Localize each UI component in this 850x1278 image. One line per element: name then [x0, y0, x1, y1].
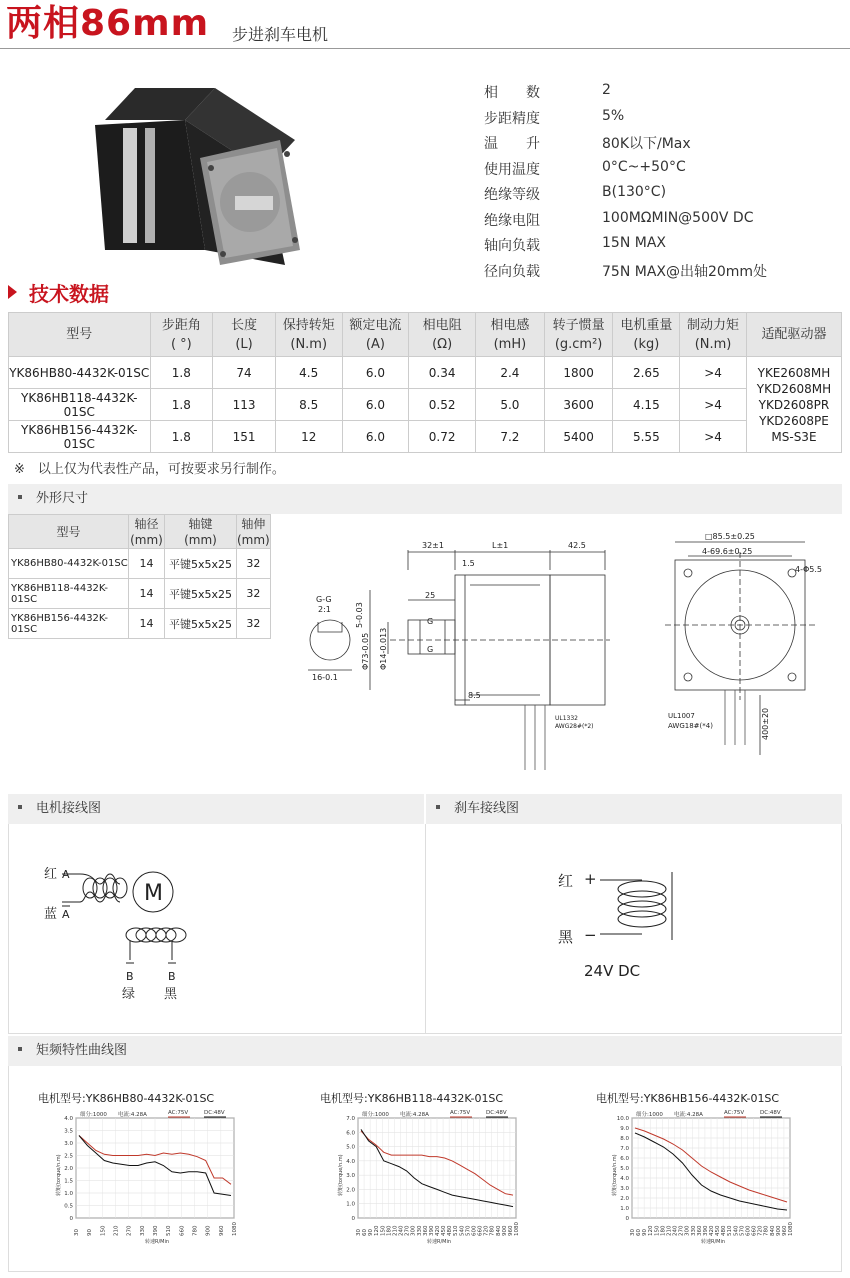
y-tick-label: 5.0	[620, 1166, 629, 1172]
label-d85: 8.5	[468, 691, 481, 700]
x-tick-label: 360	[696, 1225, 703, 1236]
label-top1: 32±1	[422, 541, 444, 550]
y-tick-label: 1.0	[620, 1206, 629, 1212]
header-divider	[0, 48, 850, 49]
x-tick-label: 1080	[514, 1222, 520, 1236]
x-axis-label: 转速R/Min	[701, 1239, 726, 1245]
table-cell: YK86HB156-4432K-01SC	[9, 421, 151, 453]
table-row	[9, 357, 842, 389]
dims-cell: 14	[129, 609, 165, 639]
curve-title-1: 电机型号:YK86HB80-4432K-01SC	[38, 1092, 215, 1105]
table-cell: >4	[680, 421, 747, 453]
spec-value: 75N MAX@出轴20mm处	[602, 263, 768, 280]
table-row	[9, 421, 842, 453]
x-tick-label: 660	[477, 1225, 484, 1236]
label-phi73: Φ73-0.05	[361, 632, 370, 670]
dims-cell: YK86HB118-4432K-01SC	[9, 579, 129, 609]
torque-chart-1	[52, 1108, 242, 1248]
label-cable2: AWG28#(*2)	[555, 723, 594, 730]
table-cell: >4	[680, 389, 747, 421]
table-header	[544, 313, 613, 357]
bullet-icon	[18, 1047, 22, 1051]
table-cell: 113	[213, 389, 276, 421]
x-tick-label: 150	[100, 1225, 107, 1236]
label-g1: G	[427, 617, 434, 626]
y-tick-label: 3.5	[64, 1128, 73, 1135]
label-minus: −	[584, 926, 597, 944]
dims-cell: 平键5x5x25	[165, 549, 237, 579]
x-tick-label: 570	[465, 1225, 472, 1236]
x-tick-label: 540	[459, 1225, 466, 1236]
table-cell: 5400	[544, 421, 613, 453]
x-tick-label: 840	[769, 1225, 776, 1236]
legend-label: DC:48V	[760, 1110, 781, 1116]
table-cell: YK86HB80-4432K-01SC	[9, 357, 151, 389]
legend-label: DC:48V	[486, 1110, 507, 1116]
table-cell: 0.34	[409, 357, 476, 389]
y-tick-label: 1.5	[64, 1178, 73, 1185]
note-text: ※ 以上仅为代表性产品，可按要求另行制作。	[14, 462, 285, 477]
section-brake-wiring-bar: 刹车接线图	[426, 794, 842, 824]
spec-row	[484, 210, 767, 236]
spec-row	[484, 159, 767, 185]
legend-label: 细分:1000	[636, 1112, 663, 1118]
x-tick-label: 960	[507, 1225, 514, 1236]
x-tick-label: 210	[666, 1225, 673, 1236]
table-cell: 3600	[544, 389, 613, 421]
table-header	[342, 313, 409, 357]
x-tick-label: 900	[205, 1225, 212, 1236]
y-tick-label: 4.0	[346, 1158, 355, 1165]
legend-label: 电流:4.28A	[674, 1112, 703, 1118]
legend-label: DC:48V	[204, 1110, 225, 1116]
table-header	[275, 313, 342, 357]
y-tick-label: 4.0	[64, 1116, 73, 1122]
label-lead2: AWG18#(*4)	[668, 722, 713, 730]
header-label: 型号	[56, 524, 81, 539]
x-tick-label: 780	[763, 1225, 770, 1236]
table-cell: 6.0	[342, 389, 409, 421]
header-unit: (g.cm²)	[554, 336, 603, 352]
spec-row	[484, 133, 767, 159]
table-cell: 8.5	[275, 389, 342, 421]
header-unit: (N.m)	[694, 336, 732, 352]
header-label: 相电感	[490, 317, 530, 333]
x-tick-label: 30	[630, 1229, 636, 1236]
x-tick-label: 570	[739, 1225, 746, 1236]
section-motor-wiring-bar: 电机接线图	[8, 794, 424, 824]
x-tick-label: 120	[648, 1225, 655, 1236]
label-lead3: 400±20	[761, 707, 770, 740]
x-axis-label: 转速R/Min	[427, 1239, 452, 1245]
x-tick-label: 780	[489, 1225, 496, 1236]
x-tick-label: 210	[113, 1225, 120, 1236]
header-label: 电机重量	[620, 317, 673, 333]
x-tick-label: 150	[654, 1225, 661, 1236]
table-cell: 1800	[544, 357, 613, 389]
table-cell: 6.0	[342, 421, 409, 453]
table-header	[680, 313, 747, 357]
x-tick-label: 390	[153, 1225, 159, 1236]
dims-cell: 平键5x5x25	[165, 579, 237, 609]
x-tick-label: 390	[702, 1225, 709, 1236]
x-tick-label: 360	[422, 1225, 429, 1236]
torque-chart-2	[334, 1108, 524, 1248]
x-tick-label: 330	[139, 1225, 146, 1236]
y-tick-label: 10.0	[616, 1116, 629, 1122]
label-abar: A	[62, 908, 70, 921]
table-header	[613, 313, 680, 357]
x-tick-label: 450	[715, 1225, 722, 1236]
table-row	[9, 389, 842, 421]
y-tick-label: 3.0	[64, 1141, 73, 1147]
spec-row	[484, 184, 767, 210]
label-gg: G-G	[316, 595, 332, 604]
header-label: 轴键	[188, 516, 213, 531]
driver-name: YKD2608PE	[759, 413, 829, 428]
header-label: 额定电流	[349, 317, 402, 333]
x-tick-label: 660	[751, 1225, 758, 1236]
bullet-icon	[436, 805, 440, 809]
table-cell: 2.4	[476, 357, 545, 389]
label-bbar: B	[168, 970, 176, 983]
label-d1: 5-0.03	[355, 602, 364, 628]
spec-value: 2	[602, 82, 611, 98]
table-cell: 5.55	[613, 421, 680, 453]
x-tick-label: 900	[501, 1225, 508, 1236]
x-tick-label: 330	[416, 1225, 423, 1236]
x-tick-label: 600	[471, 1225, 478, 1236]
spec-key: 使用温度	[484, 161, 540, 178]
y-tick-label: 0.5	[64, 1203, 73, 1210]
table-header	[476, 313, 545, 357]
label-black: 黑	[164, 987, 178, 1002]
y-tick-label: 1.0	[64, 1191, 73, 1197]
table-cell: 1.8	[150, 389, 213, 421]
dims-cell: 14	[129, 579, 165, 609]
y-tick-label: 1.0	[346, 1201, 355, 1208]
y-axis-label: 转矩(torque/n.m)	[56, 1154, 62, 1196]
y-tick-label: 3.0	[346, 1173, 355, 1180]
motor-product-image	[95, 80, 310, 270]
header-label: 相电阻	[422, 317, 462, 333]
table-header	[9, 313, 151, 357]
brake-wiring-diagram	[550, 862, 700, 982]
spec-key: 绝缘等级	[484, 187, 540, 203]
y-tick-label: 5.0	[346, 1144, 355, 1151]
legend-label: 电流:4.28A	[400, 1112, 429, 1118]
dims-cell: 平键5x5x25	[165, 609, 237, 639]
y-tick-label: 6.0	[620, 1156, 629, 1162]
x-tick-label: 60	[636, 1229, 643, 1236]
label-brake-black: 黑	[558, 928, 574, 946]
x-tick-label: 240	[398, 1225, 405, 1236]
x-tick-label: 120	[374, 1225, 381, 1236]
motor-symbol-m: M	[144, 881, 163, 906]
driver-name: YKD2608PR	[758, 397, 830, 412]
tech-data-table	[8, 312, 842, 453]
x-tick-label: 300	[684, 1225, 691, 1236]
spec-value: 0°C~+50°C	[602, 158, 686, 175]
label-cable1: UL1332	[555, 715, 579, 722]
bullet-icon	[18, 495, 22, 499]
x-tick-label: 180	[386, 1225, 393, 1236]
y-tick-label: 3.0	[620, 1186, 629, 1192]
label-scale: 2:1	[318, 605, 331, 614]
header-label: 适配驱动器	[761, 327, 827, 342]
driver-name: YKE2608MH	[757, 365, 831, 380]
y-tick-label: 0	[625, 1216, 629, 1222]
x-tick-label: 450	[441, 1225, 448, 1236]
x-tick-label: 1080	[232, 1222, 238, 1236]
header-unit: (mH)	[493, 336, 527, 352]
dims-header	[165, 515, 237, 549]
torque-chart-3	[608, 1108, 798, 1248]
legend-label: AC:75V	[724, 1110, 745, 1116]
table-cell: 4.5	[275, 357, 342, 389]
page-header	[0, 0, 850, 60]
spec-list	[484, 82, 767, 286]
table-cell: 2.65	[613, 357, 680, 389]
bullet-icon	[18, 805, 22, 809]
header-label: 型号	[66, 327, 93, 342]
table-header	[150, 313, 213, 357]
y-tick-label: 6.0	[346, 1130, 355, 1137]
table-cell: 74	[213, 357, 276, 389]
header-label: 步距角	[161, 317, 201, 333]
label-top3: 42.5	[568, 541, 586, 550]
spec-key: 步距精度	[484, 110, 540, 127]
y-tick-label: 2.5	[64, 1153, 73, 1160]
triangle-icon	[8, 285, 17, 299]
page-title: 两相86mm	[6, 3, 210, 44]
header-unit: (L)	[235, 336, 253, 352]
dims-cell: 32	[237, 549, 271, 579]
x-tick-label: 780	[192, 1225, 199, 1236]
x-tick-label: 30	[356, 1229, 362, 1236]
table-header	[213, 313, 276, 357]
legend-label: 细分:1000	[80, 1112, 107, 1118]
table-header	[746, 313, 841, 357]
header-unit: (A)	[365, 336, 385, 352]
spec-row	[484, 82, 767, 108]
table-cell: 7.2	[476, 421, 545, 453]
dims-row	[9, 579, 271, 609]
table-cell: 4.15	[613, 389, 680, 421]
label-brake-red: 红	[558, 872, 574, 890]
table-cell: 0.72	[409, 421, 476, 453]
y-tick-label: 2.0	[620, 1196, 629, 1202]
x-tick-label: 510	[166, 1225, 173, 1236]
label-red: 红	[44, 867, 58, 882]
x-tick-label: 210	[392, 1225, 399, 1236]
x-tick-label: 270	[126, 1225, 133, 1236]
x-tick-label: 270	[404, 1225, 411, 1236]
label-blue: 蓝	[44, 907, 58, 922]
label-fr1: □85.5±0.25	[705, 532, 755, 541]
legend-label: AC:75V	[450, 1110, 471, 1116]
y-tick-label: 0	[351, 1216, 355, 1222]
curve-title-2: 电机型号:YK86HB118-4432K-01SC	[320, 1092, 504, 1105]
x-tick-label: 60	[362, 1229, 369, 1236]
x-tick-label: 180	[660, 1225, 667, 1236]
label-fr3: 4-Φ5.5	[795, 565, 822, 574]
header-unit: (mm)	[237, 532, 270, 547]
label-d25: 25	[425, 591, 436, 600]
y-tick-label: 9.0	[620, 1126, 629, 1132]
x-tick-label: 390	[428, 1225, 435, 1236]
label-b: B	[126, 970, 134, 983]
x-tick-label: 510	[727, 1225, 734, 1236]
x-tick-label: 840	[495, 1225, 502, 1236]
table-cell: 1.8	[150, 421, 213, 453]
label-a: A	[62, 868, 70, 881]
x-tick-label: 720	[483, 1225, 490, 1236]
spec-key: 相 数	[484, 85, 540, 101]
spec-key: 绝缘电阻	[484, 212, 540, 229]
spec-key: 径向负载	[484, 263, 540, 280]
spec-key: 温 升	[484, 136, 540, 152]
section-tech-title: 技术数据	[8, 278, 109, 307]
label-d15: 1.5	[462, 559, 475, 568]
legend-label: AC:75V	[168, 1110, 189, 1116]
label-voltage: 24V DC	[584, 962, 641, 980]
table-cell: >4	[680, 357, 747, 389]
header-unit: (mm)	[130, 532, 163, 547]
x-tick-label: 600	[745, 1225, 752, 1236]
driver-cell	[746, 357, 841, 453]
x-tick-label: 480	[721, 1225, 728, 1236]
motor-wiring-diagram	[40, 860, 200, 1010]
label-phi14: Φ14-0.013	[379, 627, 388, 670]
x-tick-label: 540	[733, 1225, 740, 1236]
x-tick-label: 30	[74, 1229, 80, 1236]
dims-table	[8, 514, 271, 639]
page-subtitle: 步进刹车电机	[232, 25, 329, 44]
x-axis-label: 转速R/Min	[145, 1239, 170, 1245]
header-unit: (N.m)	[290, 336, 328, 352]
label-g2: G	[427, 645, 434, 654]
spec-value: B(130°C)	[602, 184, 667, 200]
x-tick-label: 480	[447, 1225, 454, 1236]
dims-cell: YK86HB80-4432K-01SC	[9, 549, 129, 579]
x-tick-label: 90	[368, 1229, 375, 1236]
dims-header	[237, 515, 271, 549]
x-tick-label: 300	[410, 1225, 417, 1236]
y-tick-label: 7.0	[620, 1146, 629, 1152]
driver-name: MS-S3E	[771, 429, 817, 444]
driver-name: YKD2608MH	[756, 381, 832, 396]
label-d2: 16-0.1	[312, 673, 338, 682]
spec-value: 5%	[602, 107, 625, 124]
dims-cell: 32	[237, 579, 271, 609]
x-tick-label: 420	[709, 1225, 715, 1236]
y-tick-label: 7.0	[346, 1116, 355, 1122]
header-unit: (Ω)	[432, 336, 453, 352]
x-tick-label: 510	[453, 1225, 460, 1236]
table-cell: 0.52	[409, 389, 476, 421]
dims-row	[9, 609, 271, 639]
section-dims-bar: 外形尺寸	[8, 484, 842, 514]
x-tick-label: 660	[179, 1225, 186, 1236]
label-top2: L±1	[492, 541, 509, 550]
spec-key: 轴向负载	[484, 238, 540, 254]
curve-title-3: 电机型号:YK86HB156-4432K-01SC	[596, 1092, 780, 1105]
x-tick-label: 1080	[788, 1222, 794, 1236]
y-axis-label: 转矩(torque/n.m)	[612, 1154, 618, 1196]
x-tick-label: 960	[218, 1225, 225, 1236]
y-tick-label: 2.0	[346, 1187, 355, 1194]
legend-label: 细分:1000	[362, 1112, 389, 1118]
header-unit: (mm)	[184, 532, 217, 547]
table-cell: 5.0	[476, 389, 545, 421]
header-label: 轴径	[134, 516, 159, 531]
header-label: 制动力矩	[687, 317, 740, 333]
table-cell: 151	[213, 421, 276, 453]
dims-header	[9, 515, 129, 549]
dims-header	[129, 515, 165, 549]
x-tick-label: 240	[672, 1225, 679, 1236]
label-lead1: UL1007	[668, 712, 695, 720]
dims-row	[9, 549, 271, 579]
legend-label: 电流:4.28A	[118, 1112, 147, 1118]
x-tick-label: 720	[757, 1225, 764, 1236]
spec-row	[484, 261, 767, 287]
header-label: 长度	[231, 317, 258, 333]
table-cell: 1.8	[150, 357, 213, 389]
x-tick-label: 330	[690, 1225, 697, 1236]
y-tick-label: 8.0	[620, 1136, 629, 1142]
header-label: 轴伸	[241, 516, 266, 531]
x-tick-label: 90	[87, 1229, 94, 1236]
y-tick-label: 4.0	[620, 1176, 629, 1182]
dims-cell: 14	[129, 549, 165, 579]
dims-cell: YK86HB156-4432K-01SC	[9, 609, 129, 639]
table-cell: YK86HB118-4432K-01SC	[9, 389, 151, 421]
x-tick-label: 90	[642, 1229, 649, 1236]
x-tick-label: 150	[380, 1225, 387, 1236]
x-tick-label: 960	[781, 1225, 788, 1236]
label-fr2: 4-69.6±0.25	[702, 547, 753, 556]
spec-row	[484, 108, 767, 134]
label-green: 绿	[122, 987, 136, 1002]
header-unit: ( °)	[170, 336, 192, 352]
spec-value: 100MΩMIN@500V DC	[602, 209, 754, 226]
x-tick-label: 900	[775, 1225, 782, 1236]
dimension-drawing	[270, 530, 842, 786]
y-tick-label: 2.0	[64, 1166, 73, 1172]
spec-value: 15N MAX	[602, 235, 666, 251]
x-tick-label: 270	[678, 1225, 685, 1236]
y-axis-label: 转矩(torque/n.m)	[338, 1154, 344, 1196]
header-unit: (kg)	[633, 336, 660, 352]
y-tick-label: 0	[69, 1216, 73, 1222]
header-label: 转子惯量	[552, 317, 605, 333]
table-cell: 12	[275, 421, 342, 453]
spec-value: 80K以下/Max	[602, 136, 691, 152]
table-cell: 6.0	[342, 357, 409, 389]
label-plus: +	[584, 870, 597, 888]
spec-row	[484, 235, 767, 261]
header-label: 保持转矩	[282, 317, 335, 333]
section-curves-bar: 矩频特性曲线图	[8, 1036, 842, 1066]
table-header	[409, 313, 476, 357]
dims-cell: 32	[237, 609, 271, 639]
x-tick-label: 420	[435, 1225, 441, 1236]
